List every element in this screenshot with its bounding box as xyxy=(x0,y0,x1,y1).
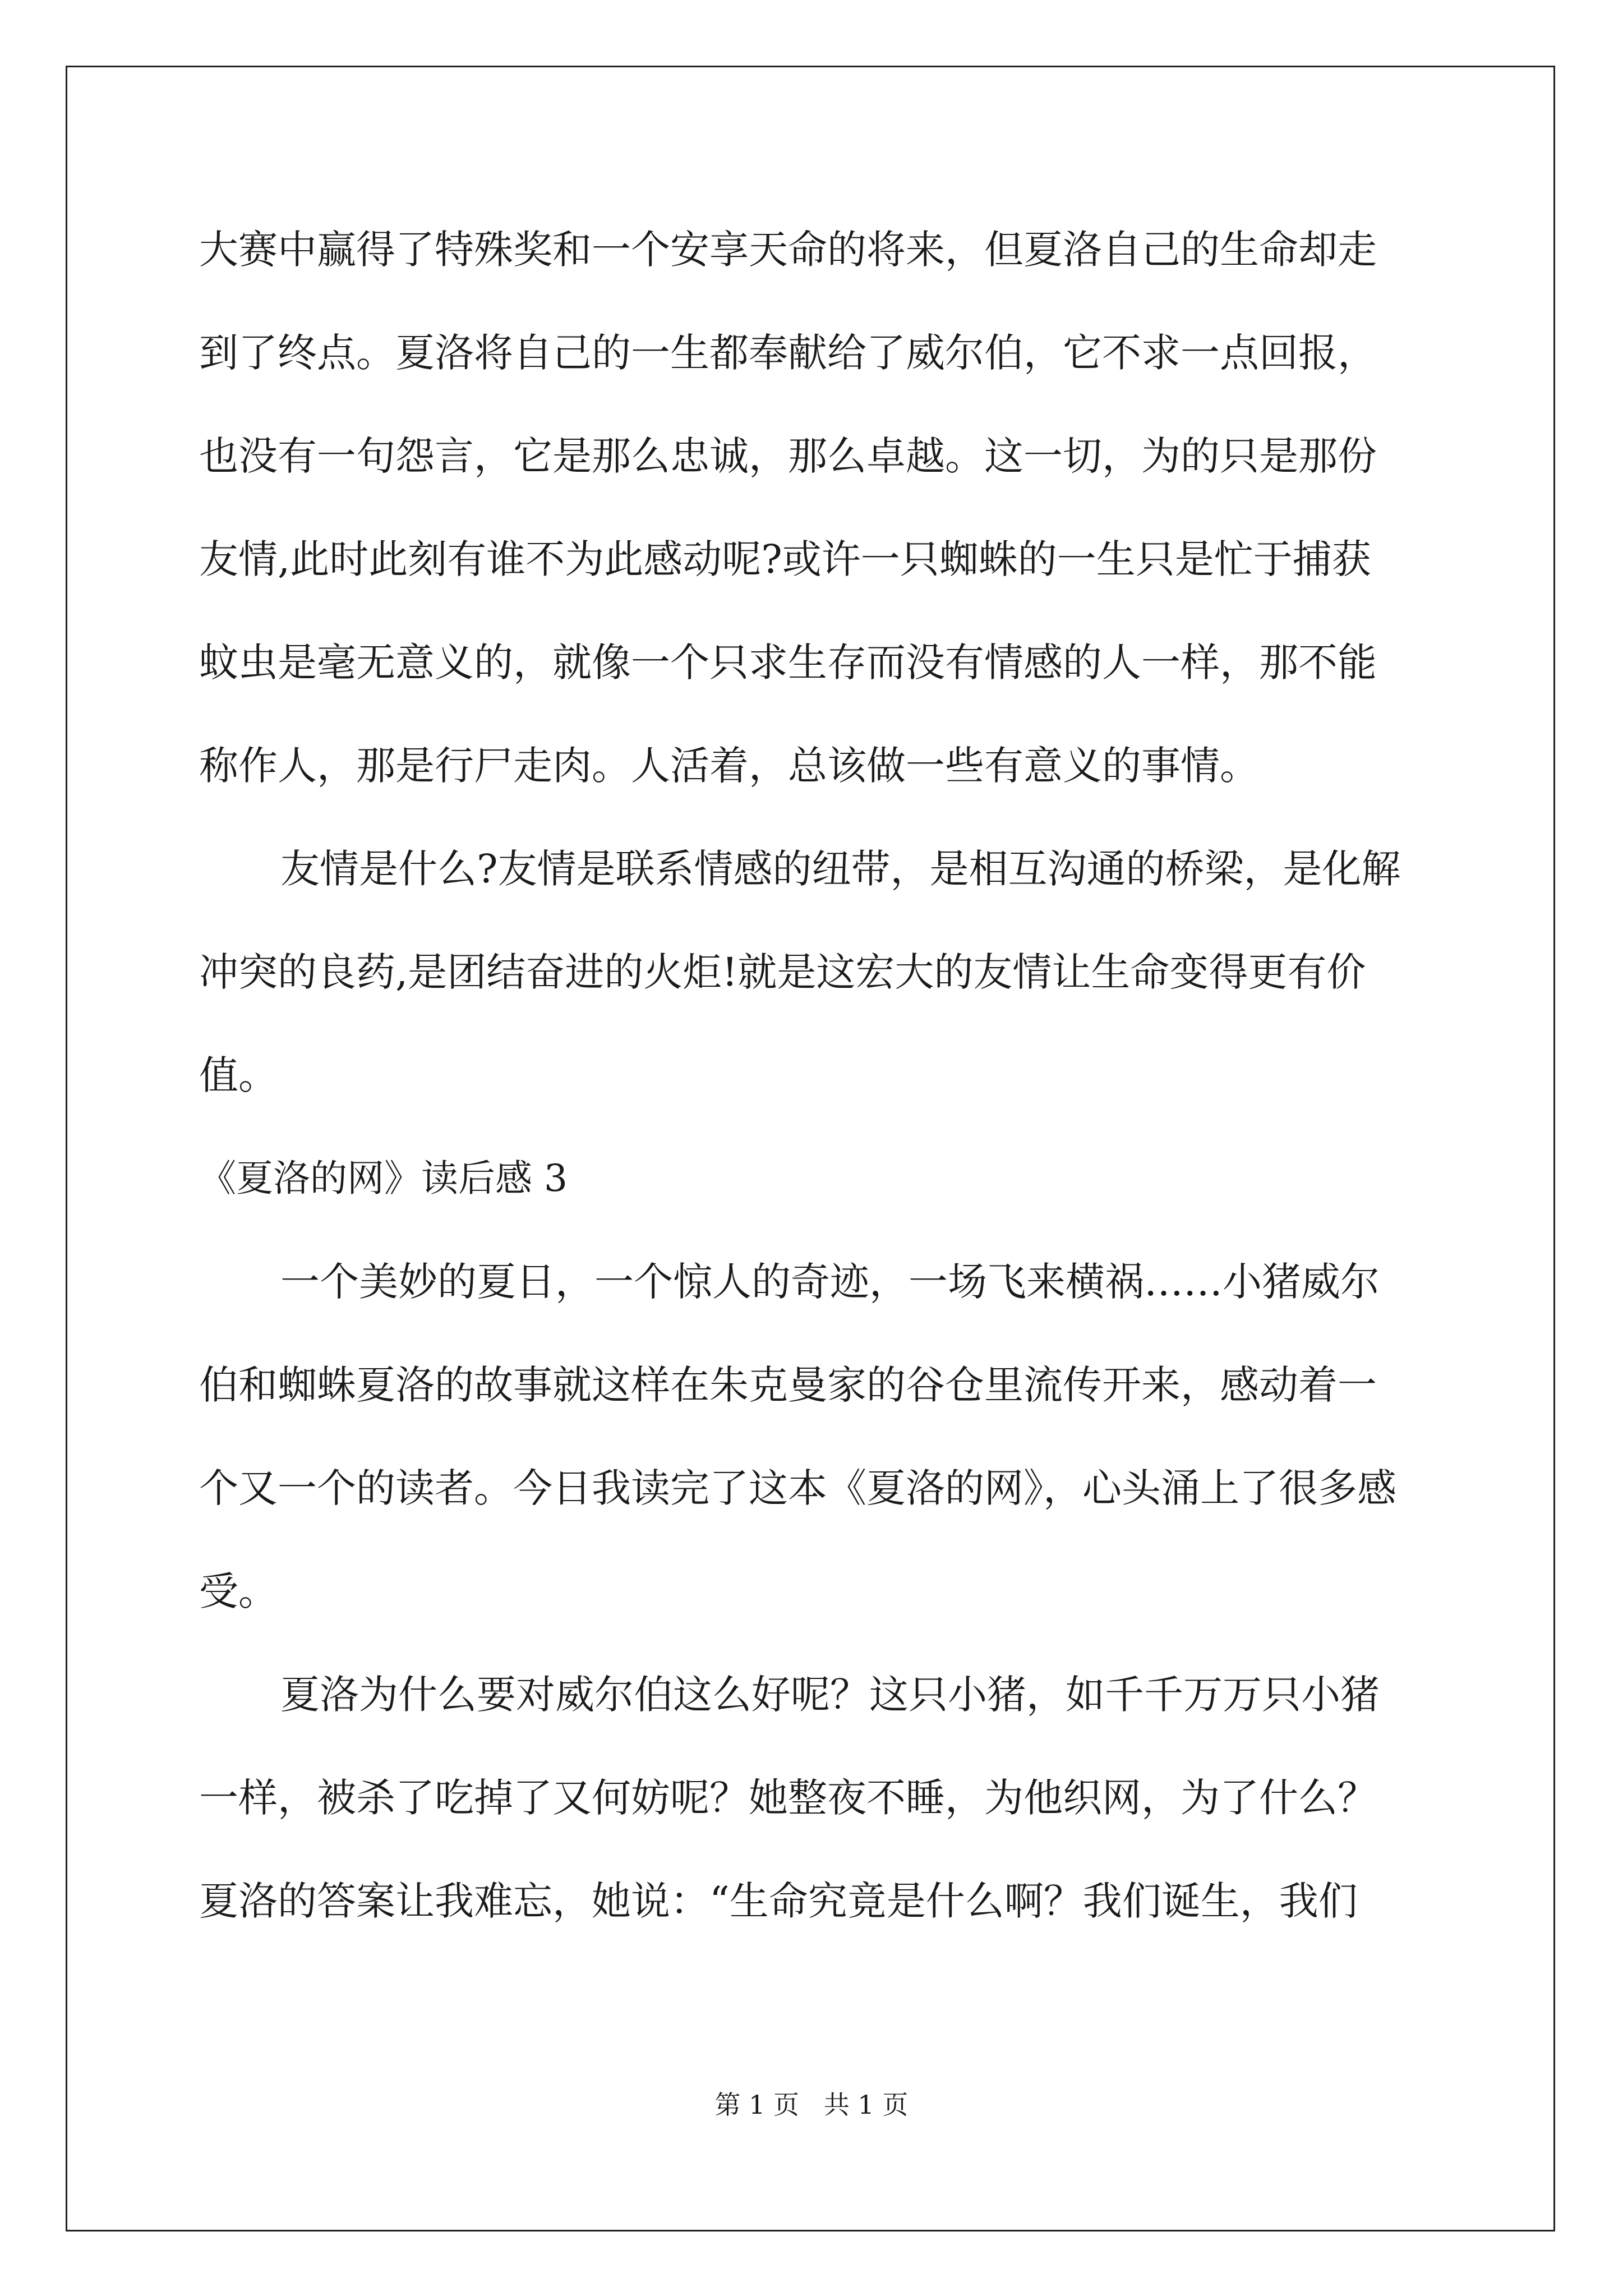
paragraph-friendship-line-1: 友情是什么?友情是联系情感的纽带，是相互沟通的桥梁，是化解 xyxy=(280,846,1401,892)
paragraph-intro-line-1: 一个美妙的夏日，一个惊人的奇迹，一场飞来横祸……小猪威尔 xyxy=(280,1259,1380,1305)
text-line-1: 大赛中赢得了特殊奖和一个安享天命的将来，但夏洛自己的生命却走 xyxy=(199,227,1377,273)
text-line-4: 友情,此时此刻有谁不为此感动呢?或许一只蜘蛛的一生只是忙于捕获 xyxy=(199,536,1371,582)
paragraph-intro-line-3: 个又一个的读者。今日我读完了这本《夏洛的网》，心头涌上了很多感 xyxy=(199,1465,1396,1511)
paragraph-question-line-2: 一样，被杀了吃掉了又何妨呢？她整夜不睡，为他织网，为了什么？ xyxy=(199,1775,1377,1821)
text-line-5: 蚊虫是毫无意义的，就像一个只求生存而没有情感的人一样，那不能 xyxy=(199,639,1377,685)
section-heading: 《夏洛的网》读后感 3 xyxy=(199,1157,568,1200)
text-line-3: 也没有一句怨言，它是那么忠诚，那么卓越。这一切，为的只是那份 xyxy=(199,433,1377,479)
paragraph-question-line-3: 夏洛的答案让我难忘，她说：“生命究竟是什么啊？我们诞生，我们 xyxy=(199,1878,1358,1924)
text-line-6: 称作人，那是行尸走肉。人活着，总该做一些有意义的事情。 xyxy=(199,743,1259,789)
paragraph-friendship-line-3: 值。 xyxy=(199,1052,278,1098)
paragraph-question-line-1: 夏洛为什么要对威尔伯这么好呢？这只小猪，如千千万万只小猪 xyxy=(280,1672,1380,1718)
text-line-2: 到了终点。夏洛将自己的一生都奉献给了威尔伯，它不求一点回报， xyxy=(199,330,1377,376)
paragraph-friendship-line-2: 冲突的良药,是团结奋进的火炬!就是这宏大的友情让生命变得更有价 xyxy=(199,949,1366,995)
page-footer: 第 1 页 共 1 页 xyxy=(714,2090,909,2120)
paragraph-intro-line-4: 受。 xyxy=(199,1568,278,1614)
paragraph-intro-line-2: 伯和蜘蛛夏洛的故事就这样在朱克曼家的谷仓里流传开来，感动着一 xyxy=(199,1362,1377,1408)
